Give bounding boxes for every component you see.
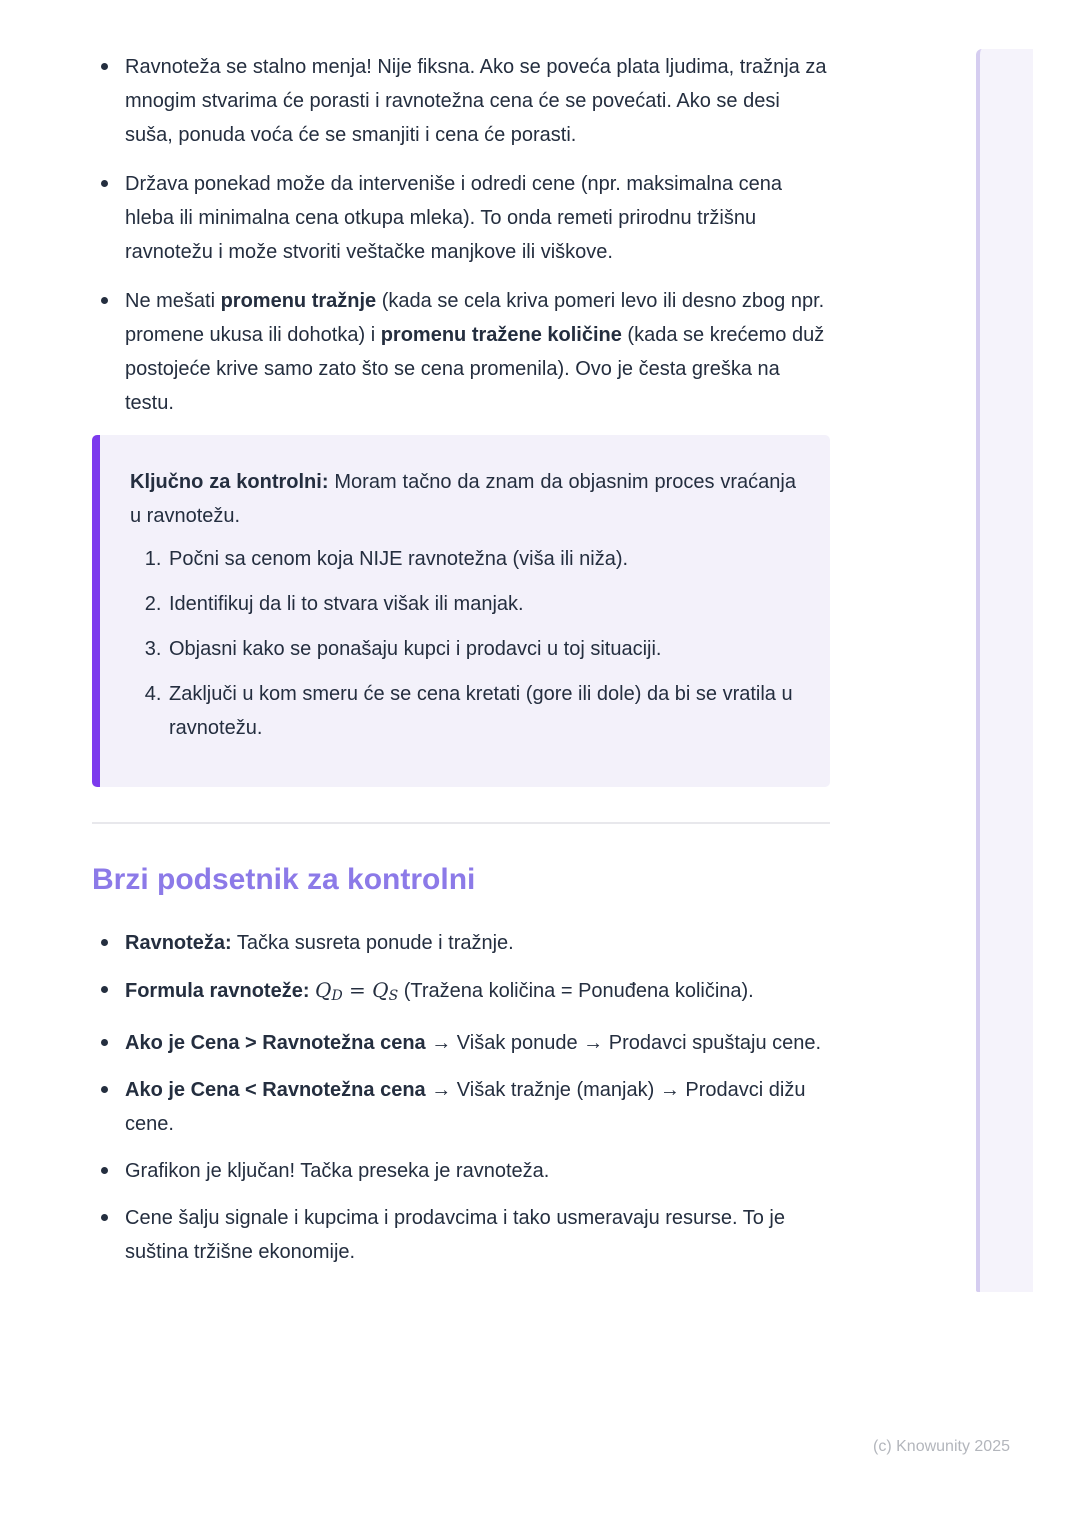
callout-step-text: Zaključi u kom smeru će se cena kretati (gore ili dole) da bi se vratila u ravnotežu. [169, 683, 793, 739]
summary-bullet-item [92, 973, 830, 1013]
bullet-item [92, 167, 830, 269]
summary-bullet-item [92, 1154, 830, 1188]
summary-bullet-text: Cene šalju signale i kupcima i prodavcima i tako usmeravaju resurse. To je suština tržišne ekonomije. [125, 1207, 785, 1264]
copyright-footer: (c) Knowunity 2025 [873, 1438, 1010, 1455]
summary-bullet-text: Ako je Cena < Ravnotežna cena → Višak tražnje (manjak) → Prodavci dižu cene. [125, 1079, 806, 1136]
summary-bullet-item [92, 926, 830, 960]
notes-content [92, 50, 830, 1282]
section-heading: Brzi podsetnik za kontrolni [92, 863, 476, 896]
callout-steps-list [130, 542, 796, 745]
callout-step-item [167, 632, 796, 666]
summary-bullet-text: Ako je Cena > Ravnotežna cena → Višak ponude → Prodavci spuštaju cene. [125, 1032, 822, 1055]
summary-bullet-item [92, 1073, 830, 1141]
callout-step-text: Počni sa cenom koja NIJE ravnotežna (viša ili niža). [169, 548, 629, 570]
callout-lead-text: Ključno za kontrolni: Moram tačno da znam da objasnim proces vraćanja u ravnotežu. [130, 471, 796, 527]
callout-step-item [167, 542, 796, 576]
top-bullet-list [92, 50, 830, 420]
bullet-item [92, 50, 830, 152]
summary-bullet-list [92, 926, 830, 1269]
summary-bullet-item [92, 1201, 830, 1269]
callout-step-item [167, 587, 796, 621]
callout-step-text: Objasni kako se ponašaju kupci i prodavci u toj situaciji. [169, 638, 662, 660]
bullet-item-text: Država ponekad može da interveniše i odredi cene (npr. maksimalna cena hleba ili minimalna cena otkupa mleka). To onda remeti prirodnu tržišnu ravnotežu i može stvoriti veštačke manjkove ili viškove. [125, 173, 783, 263]
bullet-item-text: Ne mešati promenu tražnje (kada se cela kriva pomeri levo ili desno zbog npr. promene ukusa ili dohotka) i promenu tražene količine (kada se krećemo duž postojeće krive samo zato što se cena promenila). Ovo je česta greška na testu. [125, 290, 825, 414]
callout-step-text: Identifikuj da li to stvara višak ili manjak. [169, 593, 524, 615]
key-callout-box [92, 435, 830, 787]
summary-bullet-item [92, 1026, 830, 1060]
bullet-item-text: Ravnoteža se stalno menja! Nije fiksna. Ako se poveća plata ljudima, tražnja za mnogim stvarima će porasti i ravnotežna cena će se povećati. Ako se desi suša, ponuda voća će se smanjiti i cena će porasti. [125, 56, 827, 146]
bullet-item [92, 284, 830, 420]
summary-bullet-text: Grafikon je ključan! Tačka preseka je ravnoteža. [125, 1160, 550, 1183]
page-edge-strip [976, 49, 1033, 1292]
summary-bullet-text: Formula ravnoteže: QD = QS (Tražena količina = Ponuđena količina). [125, 978, 754, 1005]
section-divider [92, 822, 830, 824]
callout-step-item [167, 677, 796, 745]
summary-bullet-text: Ravnoteža: Tačka susreta ponude i tražnje. [125, 932, 514, 954]
